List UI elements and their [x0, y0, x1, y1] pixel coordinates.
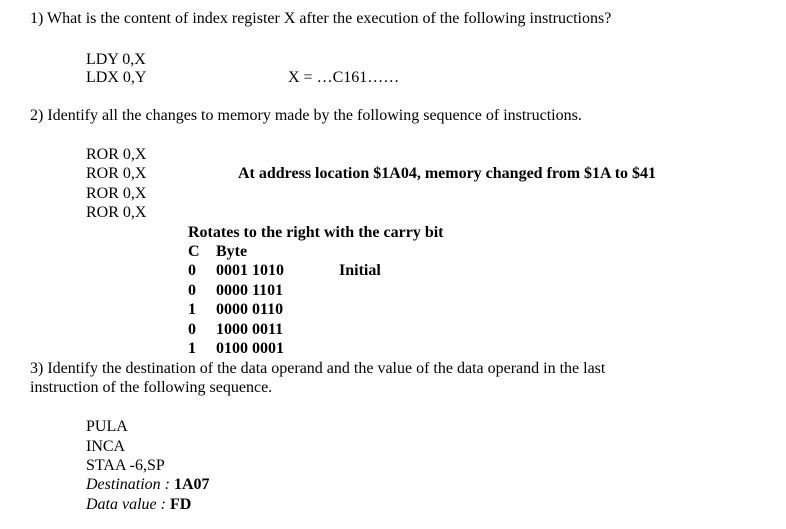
q2-code-line-4: ROR 0,X — [86, 204, 147, 221]
row-3-carry: 1 — [188, 301, 196, 318]
row-4-carry: 0 — [188, 321, 196, 338]
destination-label: Destination : — [86, 476, 174, 493]
row-5-byte: 0100 0001 — [216, 340, 284, 357]
q3-destination — [86, 475, 210, 494]
row-1-carry: 0 — [188, 262, 196, 279]
table-header-carry: C — [188, 243, 200, 260]
q3-code-line-3: STAA -6,SP — [86, 457, 165, 474]
data-value-value: FD — [169, 496, 192, 513]
q1-question: 1) What is the content of index register X after the execution of the following instructions? — [30, 10, 612, 27]
q3-code-line-1: PULA — [86, 418, 128, 435]
row-2-carry: 0 — [188, 282, 196, 299]
row-1-byte: 0001 1010 — [216, 262, 284, 279]
row-1-note: Initial — [339, 262, 381, 279]
rotate-title: Rotates to the right with the carry bit — [188, 224, 444, 241]
row-2-byte: 0000 1101 — [216, 282, 284, 299]
q2-code-line-3: ROR 0,X — [86, 185, 147, 202]
row-3-byte: 0000 0110 — [216, 301, 284, 318]
q3-data-value — [86, 495, 191, 514]
row-5-carry: 1 — [188, 340, 196, 357]
q2-question: 2) Identify all the changes to memory made by the following sequence of instructions. — [30, 107, 582, 124]
q2-code-line-1: ROR 0,X — [86, 146, 147, 163]
q2-code-line-2: ROR 0,X — [86, 165, 147, 182]
q3-question-line-2: instruction of the following sequence. — [30, 379, 273, 396]
q3-code-line-2: INCA — [86, 438, 126, 455]
row-4-byte: 1000 0011 — [216, 321, 284, 338]
table-header-byte: Byte — [216, 243, 248, 260]
q3-question-line-1: 3) Identify the destination of the data operand and the value of the data operand in the last — [30, 360, 606, 377]
q2-answer: At address location $1A04, memory changed from $1A to $41 — [238, 165, 657, 182]
destination-value: 1A07 — [174, 476, 210, 493]
q1-code-line-1: LDY 0,X — [86, 51, 146, 68]
data-value-label: Data value : — [86, 496, 170, 513]
q1-code-line-2: LDX 0,Y — [86, 69, 147, 86]
q1-answer: X = …C161…… — [288, 69, 400, 86]
